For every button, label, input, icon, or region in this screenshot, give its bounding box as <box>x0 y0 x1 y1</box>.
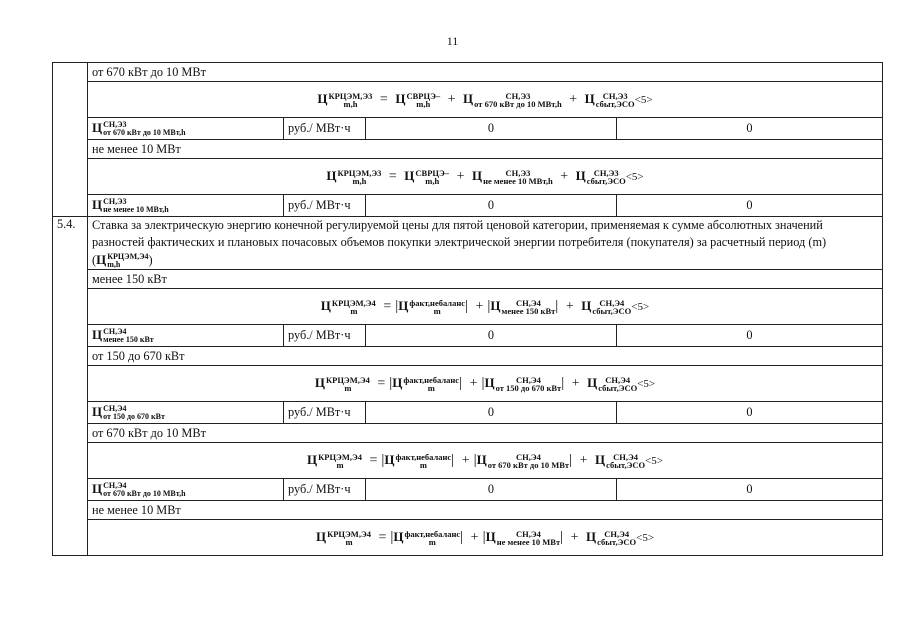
formula: Ц КРЦЭМ,Э4 m = |Ц факт,небаланс m | + |Ц СН,Э4 от 150 до 670 кВт | + Ц СН,Э4 сбыт,ЭСО <5> <box>88 366 883 402</box>
table-row <box>53 63 883 82</box>
formula: Ц КРЦЭМ,Э3 m,h = Ц СВРЦЭ– m,h + Ц СН,Э3 от 670 кВт до 10 МВт,h + Ц СН,Э3 сбыт,ЭСО <5> <box>88 82 883 118</box>
section-number-cell <box>53 63 88 217</box>
voltage-range-label: менее 150 кВт <box>88 270 883 289</box>
formula: Ц КРЦЭМ,Э4 m = |Ц факт,небаланс m | + |Ц СН,Э4 не менее 10 МВт | + Ц СН,Э4 сбыт,ЭСО <5> <box>88 520 883 556</box>
table-row <box>53 520 883 556</box>
parameter-symbol: Ц СН,Э3 от 670 кВт до 10 МВт,h <box>88 118 284 140</box>
table-row <box>53 270 883 289</box>
value-cell: 0 <box>617 479 883 501</box>
voltage-range-label: от 670 кВт до 10 МВт <box>88 424 883 443</box>
value-cell: 0 <box>366 195 617 217</box>
table-row <box>53 195 883 217</box>
parameter-symbol: Ц СН,Э4 от 150 до 670 кВт <box>88 402 284 424</box>
parameter-symbol: Ц СН,Э4 от 670 кВт до 10 МВт,h <box>88 479 284 501</box>
value-cell: 0 <box>617 195 883 217</box>
value-cell: 0 <box>617 118 883 140</box>
formula: Ц КРЦЭМ,Э3 m,h = Ц СВРЦЭ– m,h + Ц СН,Э3 не менее 10 МВт,h + Ц СН,Э3 сбыт,ЭСО <5> <box>88 159 883 195</box>
voltage-range-label: не менее 10 МВт <box>88 140 883 159</box>
value-cell: 0 <box>366 118 617 140</box>
parameter-symbol: Ц СН,Э3 не менее 10 МВт,h <box>88 195 284 217</box>
table-row <box>53 140 883 159</box>
voltage-range-label: не менее 10 МВт <box>88 501 883 520</box>
table-row <box>53 443 883 479</box>
table-row <box>53 159 883 195</box>
table-row <box>53 366 883 402</box>
table-row <box>53 217 883 270</box>
table-row <box>53 118 883 140</box>
table-row <box>53 424 883 443</box>
value-cell: 0 <box>617 402 883 424</box>
table-row <box>53 82 883 118</box>
voltage-range-label: от 670 кВт до 10 МВт <box>88 63 883 82</box>
table-row <box>53 325 883 347</box>
voltage-range-label: от 150 до 670 кВт <box>88 347 883 366</box>
table-row <box>53 402 883 424</box>
section-number: 5.4. <box>53 217 88 556</box>
section-description: Ставка за электрическую энергию конечной регулируемой цены для пятой ценовой категории, применяемая к сумме абсолютных значений разностей фактических и плановых почасовых объемов покупки электрической энергии потребителя (покупателя) за расчетный период (m) (Ц КРЦЭМ,Э4 m,h ) <box>88 217 883 270</box>
value-cell: 0 <box>617 325 883 347</box>
page-number: 11 <box>446 34 459 48</box>
formula: Ц КРЦЭМ,Э4 m = |Ц факт,небаланс m | + |Ц СН,Э4 менее 150 кВт | + Ц СН,Э4 сбыт,ЭСО <5> <box>88 289 883 325</box>
unit-cell: руб./ МВт·ч <box>284 402 366 424</box>
value-cell: 0 <box>366 402 617 424</box>
table-row <box>53 347 883 366</box>
unit-cell: руб./ МВт·ч <box>284 195 366 217</box>
table-row <box>53 289 883 325</box>
value-cell: 0 <box>366 325 617 347</box>
table-row <box>53 501 883 520</box>
formula: Ц КРЦЭМ,Э4 m = |Ц факт,небаланс m | + |Ц СН,Э4 от 670 кВт до 10 МВт | + Ц СН,Э4 сбыт,ЭСО <5> <box>88 443 883 479</box>
tariff-table <box>52 62 883 556</box>
value-cell: 0 <box>366 479 617 501</box>
table-row <box>53 479 883 501</box>
parameter-symbol: Ц СН,Э4 менее 150 кВт <box>88 325 284 347</box>
unit-cell: руб./ МВт·ч <box>284 325 366 347</box>
unit-cell: руб./ МВт·ч <box>284 118 366 140</box>
unit-cell: руб./ МВт·ч <box>284 479 366 501</box>
